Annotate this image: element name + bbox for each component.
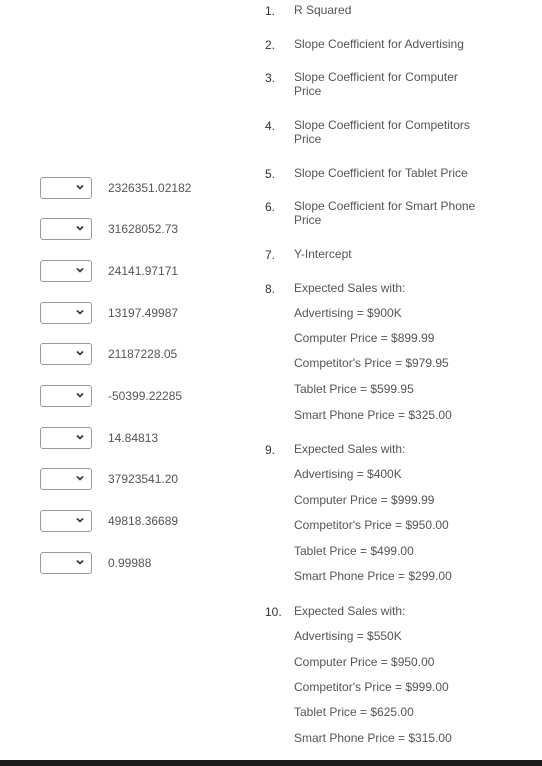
question-number: 5. bbox=[265, 167, 276, 181]
condition-line: Computer Price = $999.99 bbox=[294, 493, 435, 507]
answer-value: 49818.36689 bbox=[108, 514, 179, 528]
question-text: Expected Sales with: bbox=[294, 604, 406, 618]
question-text: Slope Coefficient for Competitors Price bbox=[294, 118, 470, 146]
condition-line: Advertising = $400K bbox=[294, 467, 402, 481]
chevron-down-icon bbox=[74, 264, 86, 276]
question-text: Slope Coefficient for Smart Phone Price bbox=[294, 199, 476, 227]
chevron-down-icon bbox=[74, 389, 86, 401]
condition-line: Competitor's Price = $950.00 bbox=[294, 518, 449, 532]
chevron-down-icon bbox=[74, 347, 86, 359]
question-text: Expected Sales with: bbox=[294, 442, 406, 456]
condition-line: Tablet Price = $599.95 bbox=[294, 382, 414, 396]
answer-select[interactable] bbox=[40, 218, 92, 240]
question-number: 7. bbox=[265, 248, 276, 262]
question-text: Slope Coefficient for Advertising bbox=[294, 37, 464, 51]
question-number: 6. bbox=[265, 200, 276, 214]
question-number: 2. bbox=[265, 38, 276, 52]
answer-select[interactable] bbox=[40, 468, 92, 490]
answer-row bbox=[40, 427, 240, 451]
condition-line: Smart Phone Price = $325.00 bbox=[294, 408, 452, 422]
answer-row bbox=[40, 385, 240, 409]
answer-value: -50399.22285 bbox=[108, 389, 183, 403]
chevron-down-icon bbox=[74, 514, 86, 526]
chevron-down-icon bbox=[74, 222, 86, 234]
condition-line: Smart Phone Price = $315.00 bbox=[294, 731, 452, 745]
answer-value: 21187228.05 bbox=[108, 347, 178, 361]
chevron-down-icon bbox=[74, 556, 86, 568]
question-number: 3. bbox=[265, 71, 276, 85]
answer-select[interactable] bbox=[40, 302, 92, 324]
answer-value: 0.99988 bbox=[108, 556, 152, 570]
question-number: 4. bbox=[265, 119, 276, 133]
answer-value: 2326351.02182 bbox=[108, 181, 192, 195]
condition-line: Tablet Price = $499.00 bbox=[294, 544, 414, 558]
question-text: Slope Coefficient for Tablet Price bbox=[294, 166, 468, 180]
bottom-divider bbox=[0, 760, 542, 766]
condition-line: Tablet Price = $625.00 bbox=[294, 705, 414, 719]
question-text: Slope Coefficient for Computer Price bbox=[294, 70, 458, 98]
chevron-down-icon bbox=[74, 181, 86, 193]
question-number: 9. bbox=[265, 443, 276, 457]
condition-line: Competitor's Price = $999.00 bbox=[294, 680, 449, 694]
answer-row bbox=[40, 552, 240, 576]
chevron-down-icon bbox=[74, 431, 86, 443]
answer-value: 13197.49987 bbox=[108, 306, 179, 320]
question-number: 8. bbox=[265, 282, 276, 296]
question-text: Y-Intercept bbox=[294, 247, 352, 261]
question-text: R Squared bbox=[294, 3, 352, 17]
answer-select[interactable] bbox=[40, 260, 92, 282]
condition-line: Smart Phone Price = $299.00 bbox=[294, 569, 452, 583]
answer-row bbox=[40, 468, 240, 492]
condition-line: Advertising = $900K bbox=[294, 306, 402, 320]
answer-row bbox=[40, 510, 240, 534]
question-text: Expected Sales with: bbox=[294, 281, 406, 295]
condition-line: Computer Price = $950.00 bbox=[294, 655, 435, 669]
answer-select[interactable] bbox=[40, 177, 92, 199]
question-number: 10. bbox=[265, 605, 282, 619]
answer-row bbox=[40, 260, 240, 284]
answer-value: 37923541.20 bbox=[108, 472, 179, 486]
answer-value: 14.84813 bbox=[108, 431, 159, 445]
condition-line: Computer Price = $899.99 bbox=[294, 331, 435, 345]
answer-row bbox=[40, 302, 240, 326]
answer-select[interactable] bbox=[40, 427, 92, 449]
chevron-down-icon bbox=[74, 306, 86, 318]
answer-select[interactable] bbox=[40, 385, 92, 407]
chevron-down-icon bbox=[74, 472, 86, 484]
question-number: 1. bbox=[265, 4, 276, 18]
answer-value: 31628052.73 bbox=[108, 222, 179, 236]
answer-select[interactable] bbox=[40, 552, 92, 574]
condition-line: Competitor's Price = $979.95 bbox=[294, 356, 449, 370]
condition-line: Advertising = $550K bbox=[294, 629, 402, 643]
answer-row bbox=[40, 343, 240, 367]
answer-row bbox=[40, 177, 240, 201]
answer-value: 24141.97171 bbox=[108, 264, 179, 278]
answer-select[interactable] bbox=[40, 510, 92, 532]
answer-select[interactable] bbox=[40, 343, 92, 365]
answer-row bbox=[40, 218, 240, 242]
